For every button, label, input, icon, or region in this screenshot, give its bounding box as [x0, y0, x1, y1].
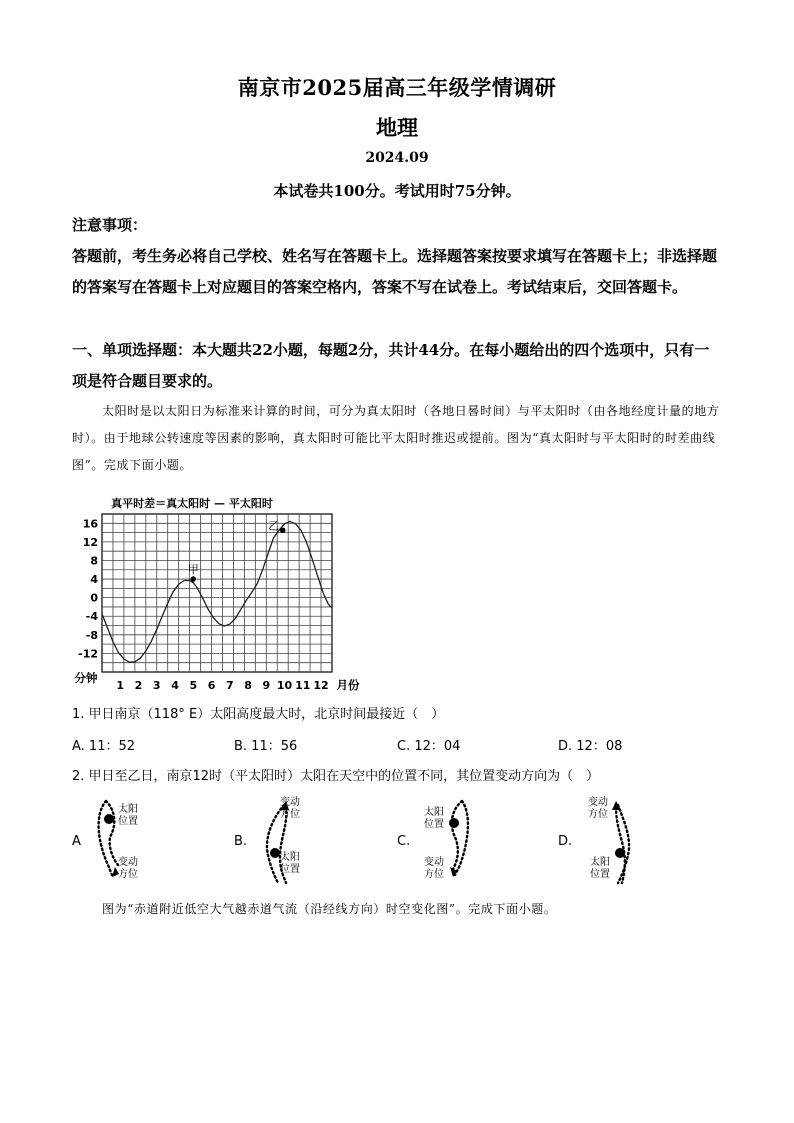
q2-option-d-letter[interactable]: D. [558, 834, 573, 849]
exam-date: 2024.09 [365, 150, 429, 166]
q2-option-a-letter[interactable]: A [72, 834, 81, 849]
exam-meta: 本试卷共100分。考试用时75分钟。 [273, 182, 521, 200]
y-tick-label: -12 [78, 647, 98, 661]
y-tick-label: -4 [85, 610, 98, 624]
svg-text:变动 方位: 变动 方位 [118, 857, 138, 880]
q1-option-c[interactable]: C. 12：04 [397, 739, 461, 754]
notes-heading: 注意事项： [72, 216, 148, 234]
point-label: 乙 [268, 519, 280, 533]
x-tick-label: 5 [189, 679, 198, 692]
q1-option-a[interactable]: A. 11：52 [72, 739, 136, 754]
x-tick-label: 10 [276, 679, 293, 692]
chart-title: 真平时差＝真太阳时 — 平太阳时 [111, 497, 273, 510]
q2-stem: 2. 甲日至乙日，南京12时（平太阳时）太阳在天空中的位置不同，其位置变动方向为（ ） [72, 769, 600, 784]
sun-label: 太阳 [280, 852, 300, 863]
sun-dot [104, 814, 114, 824]
q1-option-b[interactable]: B. 11：56 [234, 739, 298, 754]
q2-option-d-diagram [588, 795, 668, 887]
y-tick-labels [78, 517, 98, 660]
sun-dot [615, 848, 625, 858]
section-heading: 一、单项选择题：本大题共22小题，每题2分，共计44分。在每小题给出的四个选项中，只有一项是符合题目要求的。 [72, 341, 710, 390]
x-tick-label: 11 [295, 679, 311, 692]
q1-stem: 1. 甲日南京（118° E）太阳高度最大时，北京时间最接近（ ） [72, 707, 445, 722]
sun-label: 太阳 [118, 804, 138, 815]
q2-option-c-diagram [422, 795, 502, 887]
y-tick-label: 8 [90, 554, 98, 568]
passage-1: 太阳时是以太阳日为标准来计算的时间，可分为真太阳时（各地日晷时间）与平太阳时（由各地经度计量的地方时）。由于地球公转速度等因素的影响，真太阳时可能比平太阳时推迟或提前。图为“真太阳时与平太阳时的时差曲线图”。完成下面小题。 [72, 404, 720, 472]
dir-label: 变动 [280, 797, 300, 808]
y-axis-label: 分钟 [74, 671, 98, 685]
dir-label: 变动 [118, 857, 138, 868]
svg-text:变动 方位: 变动 方位 [424, 857, 444, 880]
svg-text:太阳 位置: 太阳 位置 [280, 852, 300, 875]
equation-of-time-chart [70, 492, 370, 697]
notes-text: 答题前，考生务必将自己学校、姓名写在答题卡上。选择题答案按要求填写在答题卡上；非选择题的答案写在答题卡上对应题目的答案空格内，答案不写在试卷上。考试结束后，交回答题卡。 [72, 247, 718, 296]
x-tick-label: 4 [171, 679, 179, 692]
x-tick-labels [116, 679, 328, 692]
x-axis-label: 月份 [336, 678, 360, 692]
point-marker [190, 576, 196, 582]
x-tick-label: 8 [244, 679, 252, 692]
exam-title: 南京市2025届高三年级学情调研 [237, 75, 557, 100]
dir-label: 变动 [588, 797, 608, 808]
y-tick-label: 12 [82, 535, 98, 549]
sun-dot [449, 818, 459, 828]
chart-grid [102, 514, 332, 672]
dir-label: 变动 [424, 857, 444, 868]
y-tick-label: 0 [90, 591, 98, 605]
x-tick-label: 1 [116, 679, 125, 692]
chart-points [188, 519, 286, 582]
eot-curve [102, 521, 332, 662]
x-tick-label: 6 [207, 679, 216, 692]
y-tick-label: 16 [82, 517, 98, 531]
q2-option-b-letter[interactable]: B. [234, 834, 248, 849]
svg-text:变动 方位: 变动 方位 [588, 797, 608, 820]
sun-dot [270, 848, 280, 858]
point-marker [280, 527, 286, 533]
svg-text:太阳 位置: 太阳 位置 [590, 857, 610, 880]
svg-text:变动 方位: 变动 方位 [280, 797, 300, 820]
q2-option-b-diagram [250, 795, 330, 887]
q2-option-c-letter[interactable]: C. [397, 834, 411, 849]
sun-label: 太阳 [424, 807, 444, 818]
point-label: 甲 [187, 563, 199, 577]
svg-text:太阳 位置: 太阳 位置 [118, 804, 138, 827]
plot-frame [102, 514, 332, 672]
passage-2: 图为“赤道附近低空大气越赤道气流（沿经线方向）时空变化图”。完成下面小题。 [102, 902, 557, 916]
sun-label: 太阳 [590, 857, 610, 868]
y-tick-label: 4 [90, 573, 98, 587]
subject-title: 地理 [376, 115, 418, 140]
q2-option-a-diagram [80, 795, 160, 887]
x-tick-label: 2 [134, 679, 143, 692]
x-tick-label: 12 [313, 679, 329, 692]
x-tick-label: 3 [152, 679, 161, 692]
q1-option-d[interactable]: D. 12：08 [558, 739, 623, 754]
svg-text:太阳 位置: 太阳 位置 [424, 807, 444, 830]
x-tick-label: 7 [225, 679, 234, 692]
x-tick-label: 9 [262, 679, 271, 692]
y-tick-label: -8 [85, 628, 98, 642]
